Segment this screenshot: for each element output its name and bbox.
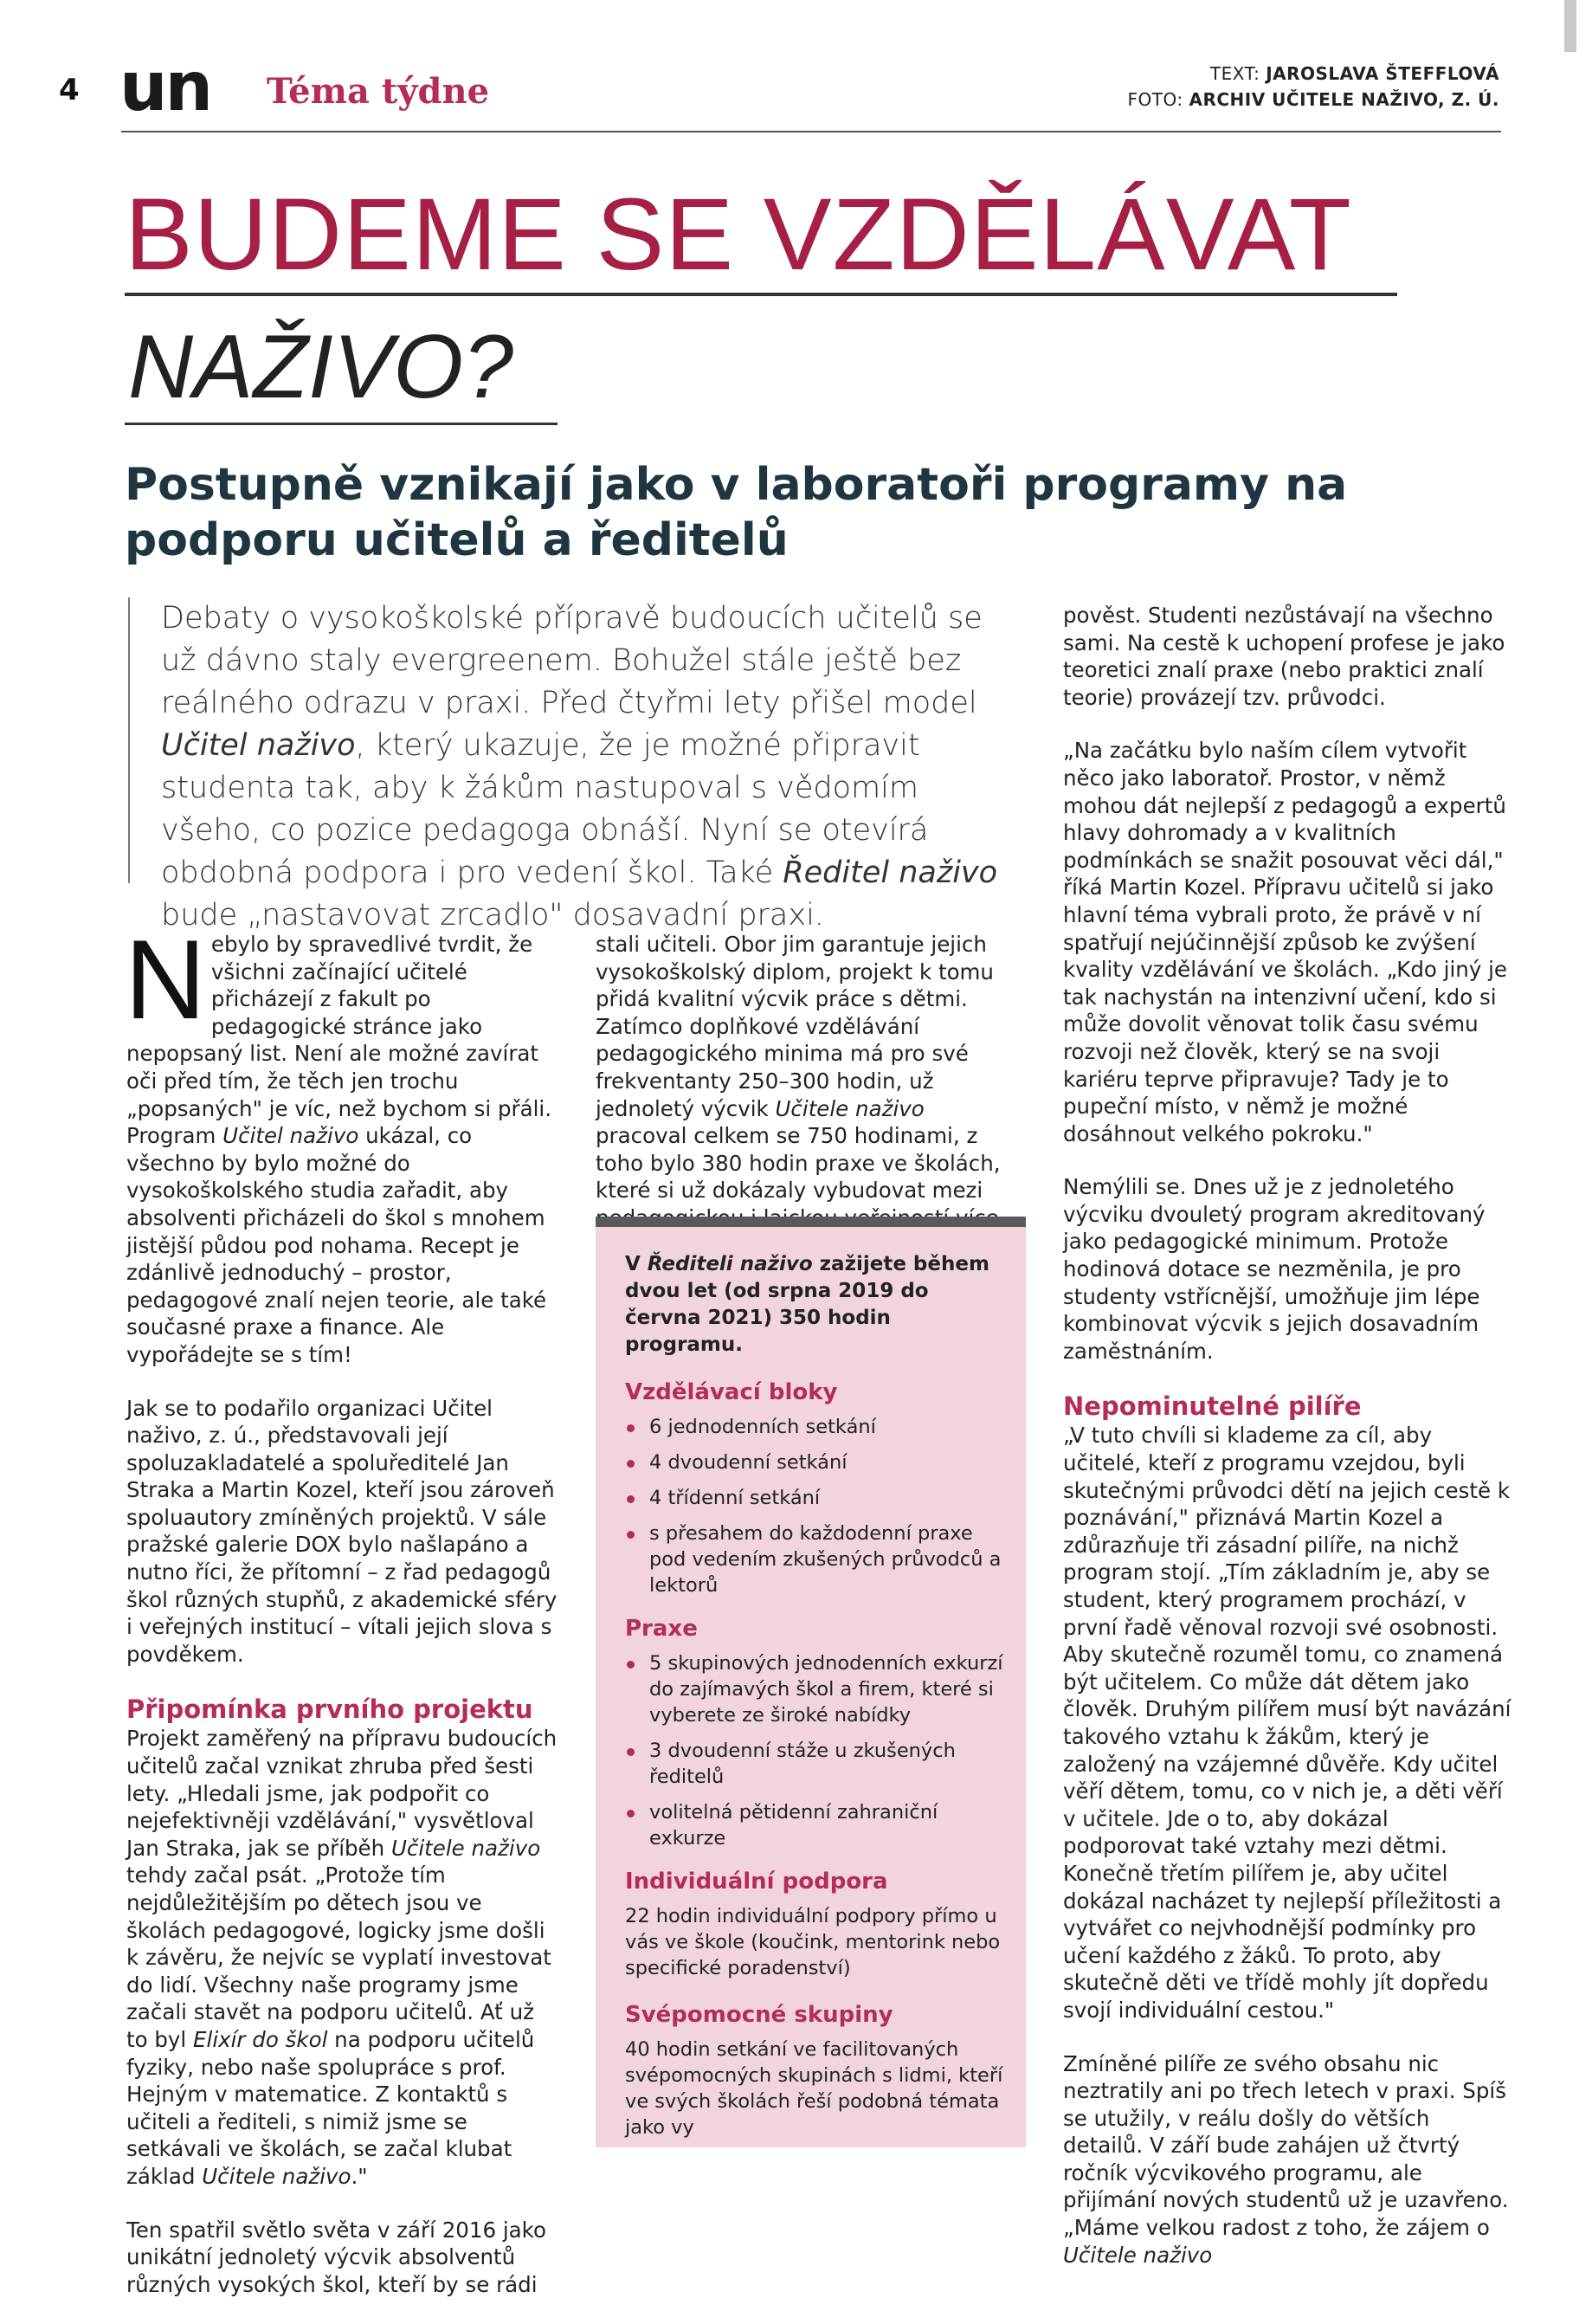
list-item: s přesahem do každodenní praxe pod vedením zkušených průvodců a lektorů (625, 1520, 1006, 1598)
info-box-list (625, 1650, 1006, 1851)
bullet-icon (627, 1460, 635, 1468)
headline-line-2: NAŽIVO? (128, 317, 513, 417)
info-box-content (625, 1251, 1006, 2159)
body-paragraph: pověst. Studenti nezůstávají na všechno sami. Na cestě k uchopení profese je jako teoretici znalí praxe (nebo praktici znalí teorie) provázejí tzv. průvodci. (1063, 603, 1505, 710)
photo-credit: FOTO: ARCHIV UČITELE NAŽIVO, Z. Ú. (1127, 89, 1499, 110)
info-box-heading: Vzdělávací bloky (625, 1379, 838, 1405)
lead-paragraph: Debaty o vysokoškolské přípravě budoucích učitelů se už dávno staly evergreenem. Bohužel stále ještě bez reálného odrazu v praxi. Před čtyřmi lety přišel model Učitel naživo, který ukazuje, že je možné připravit studenta tak, aby k žákům nastupoval s vědomím všeho, co pozice pedagoga obnáší. Nyní se otevírá obdobná podpora i pro vedení škol. Také Ředitel naživo bude „nastavovat zrcadlo" dosavadní praxi. (161, 601, 998, 933)
headline-line-1: BUDEME SE VZDĚLÁVAT (125, 178, 1352, 292)
article-column-3 (1063, 602, 1513, 2295)
bullet-icon (627, 1495, 635, 1503)
article-column-1 (125, 916, 558, 2324)
body-paragraph: Nebylo by spravedlivé tvrdit, že všichni začínající učitelé přicházejí z fakult po pedagogické stránce jako nepopsaný list. Není ale možné zavírat oči před tím, že těch jen trochu „popsaných" je víc, než bychom si přáli. Program Učitel naživo ukázal, co všechno by bylo možné do vysokoškolského studia zařadit, aby absolventi přicházeli do škol s mnohem jistější půdou pod nohama. Recept je zdánlivě jednoduchý – prostor, pedagogové znalí nejen teorie, ale také současné praxe a finance. Ale vypořádejte se s tím! (125, 916, 552, 1367)
info-box-heading: Individuální podpora (625, 1869, 888, 1895)
bullet-icon (627, 1810, 635, 1817)
body-paragraph: Projekt zaměřený na přípravu budoucích učitelů začal vznikat zhruba před šesti lety. „Hledali jsme, jak podpořit co nejefektivněji vzdělávání," vysvětloval Jan Straka, jak se příběh Učitele naživo tehdy začal psát. „Protože tím nejdůležitějším po dětech jsou ve školách pedagogové, logicky jsme došli k závěru, že nejvíc se vyplatí investovat do lidí. Všechny naše programy jsme začali stavět na podporu učitelů. Ať už to byl Elixír do škol na podporu učitelů fyziky, nebo naše spolupráce s prof. Hejným v matematice. Z kontaktů s učiteli a řediteli, s nimiž jsme se setkávali ve školách, se začal klubat základ Učitele naživo." (126, 1726, 558, 2189)
scan-edge-mark (1564, 0, 1576, 52)
info-box-text: 22 hodin individuální podpory přímo u vás ve škole (koučink, mentorink nebo specifické poradenství) (625, 1905, 1001, 1979)
bullet-icon (627, 1424, 635, 1432)
body-paragraph: Jak se to podařilo organizaci Učitel naživo, z. ú., představovali její spoluzakladatelé a spoluředitelé Jan Straka a Martin Kozel, kteří jsou zároveň spoluautory zmíněných projektů. V sále pražské galerie DOX bylo našlapáno a nutno říci, že přítomní – z řad pedagogů škol různých stupňů, z akademické sféry i veřejných institucí – vítali jejich slova s povděkem. (126, 1395, 558, 1667)
credits (1128, 61, 1499, 113)
drop-cap: N (125, 916, 206, 1043)
list-item: 6 jednodenních setkání (625, 1414, 1006, 1440)
list-item: 5 skupinových jednodenních exkurzí do zajímavých škol a firem, které si vyberete ze široké nabídky (625, 1650, 1006, 1728)
bullet-icon (627, 1531, 635, 1539)
body-paragraph: „V tuto chvíli si klademe za cíl, aby učitelé, kteří z programu vzejdou, byli skutečnými průvodci dětí na jejich cestě k poznávání," přiznává Martin Kozel a zdůrazňuje tři zásadní pilíře, na nichž program stojí. „Tím základním je, aby se student, který programem prochází, v první řadě věnoval rozvoji své osobnosti. Aby skutečně rozuměl tomu, co znamená být učitelem. Co může dát dětem jako člověk. Druhým pilířem musí být navázání takového vztahu k žákům, který je založený na vzájemné důvěře. Kdy učitel věří dětem, tomu, co v nich je, a děti věří v učitele. Jde o to, aby dokázal podporovat také vztahy mezi dětmi. Konečně třetím pilířem je, aby učitel dokázal nacházet ty nejlepší příležitosti a vytvářet co nejvhodnější podmínky pro učení každého z žáků. To proto, aby skutečně děti ve třídě mohly jít dopředu svojí individuální cestou." (1063, 1423, 1511, 2023)
page-number: 4 (59, 73, 80, 107)
bullet-icon (627, 1661, 635, 1669)
subheading: Nepominutelné pilíře (1063, 1391, 1362, 1422)
subtitle: Postupně vznikají jako v laboratoři programy na podporu učitelů a ředitelů (125, 459, 1348, 566)
list-item: volitelná pětidenní zahraniční exkurze (625, 1799, 1006, 1851)
info-box-heading: Svépomocné skupiny (625, 2002, 893, 2028)
list-item: 4 dvoudenní setkání (625, 1449, 1006, 1475)
list-item: 4 třídenní setkání (625, 1485, 1006, 1511)
body-paragraph: Zmíněné pilíře ze svého obsahu nic neztratily ani po třech letech v praxi. Spíš se utužily, v reálu došly do větších detailů. V září bude zahájen už čtvrtý ročník výcvikového programu, ale přijímání nových studentů už je uzavřeno. „Máme velkou radost z toho, že zájem o Učitele naživo (1063, 2050, 1509, 2268)
info-box-intro: V Řediteli naživo zažijete během dvou let (od srpna 2019 do června 2021) 350 hodin programu. (625, 1253, 989, 1356)
headline-underline-1 (125, 293, 1397, 296)
info-box-text: 40 hodin setkání ve facilitovaných svépomocných skupinách s lidmi, kteří ve svých školách řeší podobná témata jako vy (625, 2038, 1003, 2139)
info-box-list (625, 1414, 1006, 1598)
headline-underline-2 (125, 423, 558, 425)
header-rule (121, 131, 1501, 132)
bullet-icon (627, 1748, 635, 1756)
body-paragraph: „Na začátku bylo naším cílem vytvořit něco jako laboratoř. Prostor, v němž mohou dát nejlepší z pedagogů a expertů hlavy dohromady a v kvalitních podmínkách se snažit posouvat věci dál," říká Martin Kozel. Přípravu učitelů si jako hlavní téma vybrali proto, že právě v ní spatřují nejúčinnější způsob ke zvýšení kvality vzdělávání ve školách. „Kdo jiný je tak nachystán na intenzivní učení, kdo si může dovolit věnovat tolik času svému rozvoji než člověk, který se na svoji kariéru teprve připravuje? Tady je to pupeční místo, v němž je možné dosáhnout velkého pokroku." (1063, 738, 1507, 1146)
magazine-logo: un (119, 48, 211, 126)
list-item: 3 dvoudenní stáže u zkušených ředitelů (625, 1738, 1006, 1790)
subheading: Připomínka prvního projektu (126, 1695, 533, 1725)
lead-bar (128, 597, 130, 883)
body-paragraph: Ten spatřil světlo světa v září 2016 jako unikátní jednoletý výcvik absolventů různých vysokých škol, kteří by se rádi (126, 2217, 546, 2297)
body-paragraph: stali učiteli. Obor jim garantuje jejich vysokoškolský diplom, projekt k tomu přidá kvalitní výcvik práce s dětmi. Zatímco doplňkové vzdělávání pedagogického minima má pro své frekventanty 250–300 hodin, už jednoletý výcvik Učitele naživo pracoval celkem se 750 hodinami, z toho bylo 380 hodin praxe ve školách, které si už dokázaly vybudovat mezi (596, 932, 1001, 1204)
info-box-top-bar (596, 1217, 1026, 1227)
info-box-heading: Praxe (625, 1616, 698, 1642)
body-paragraph: Nemýlili se. Dnes už je z jednoletého výcviku dvouletý program akreditovaný jako pedagogické minimum. Protože hodinová dotace se nezměnila, je pro studenty vstřícnější, umožňuje jim lépe kombinovat výcvik s jejich dosavadním zaměstnáním. (1063, 1174, 1486, 1364)
text-credit: TEXT: JAROSLAVA ŠTEFFLOVÁ (1209, 63, 1499, 84)
section-title: Téma týdne (267, 71, 490, 112)
